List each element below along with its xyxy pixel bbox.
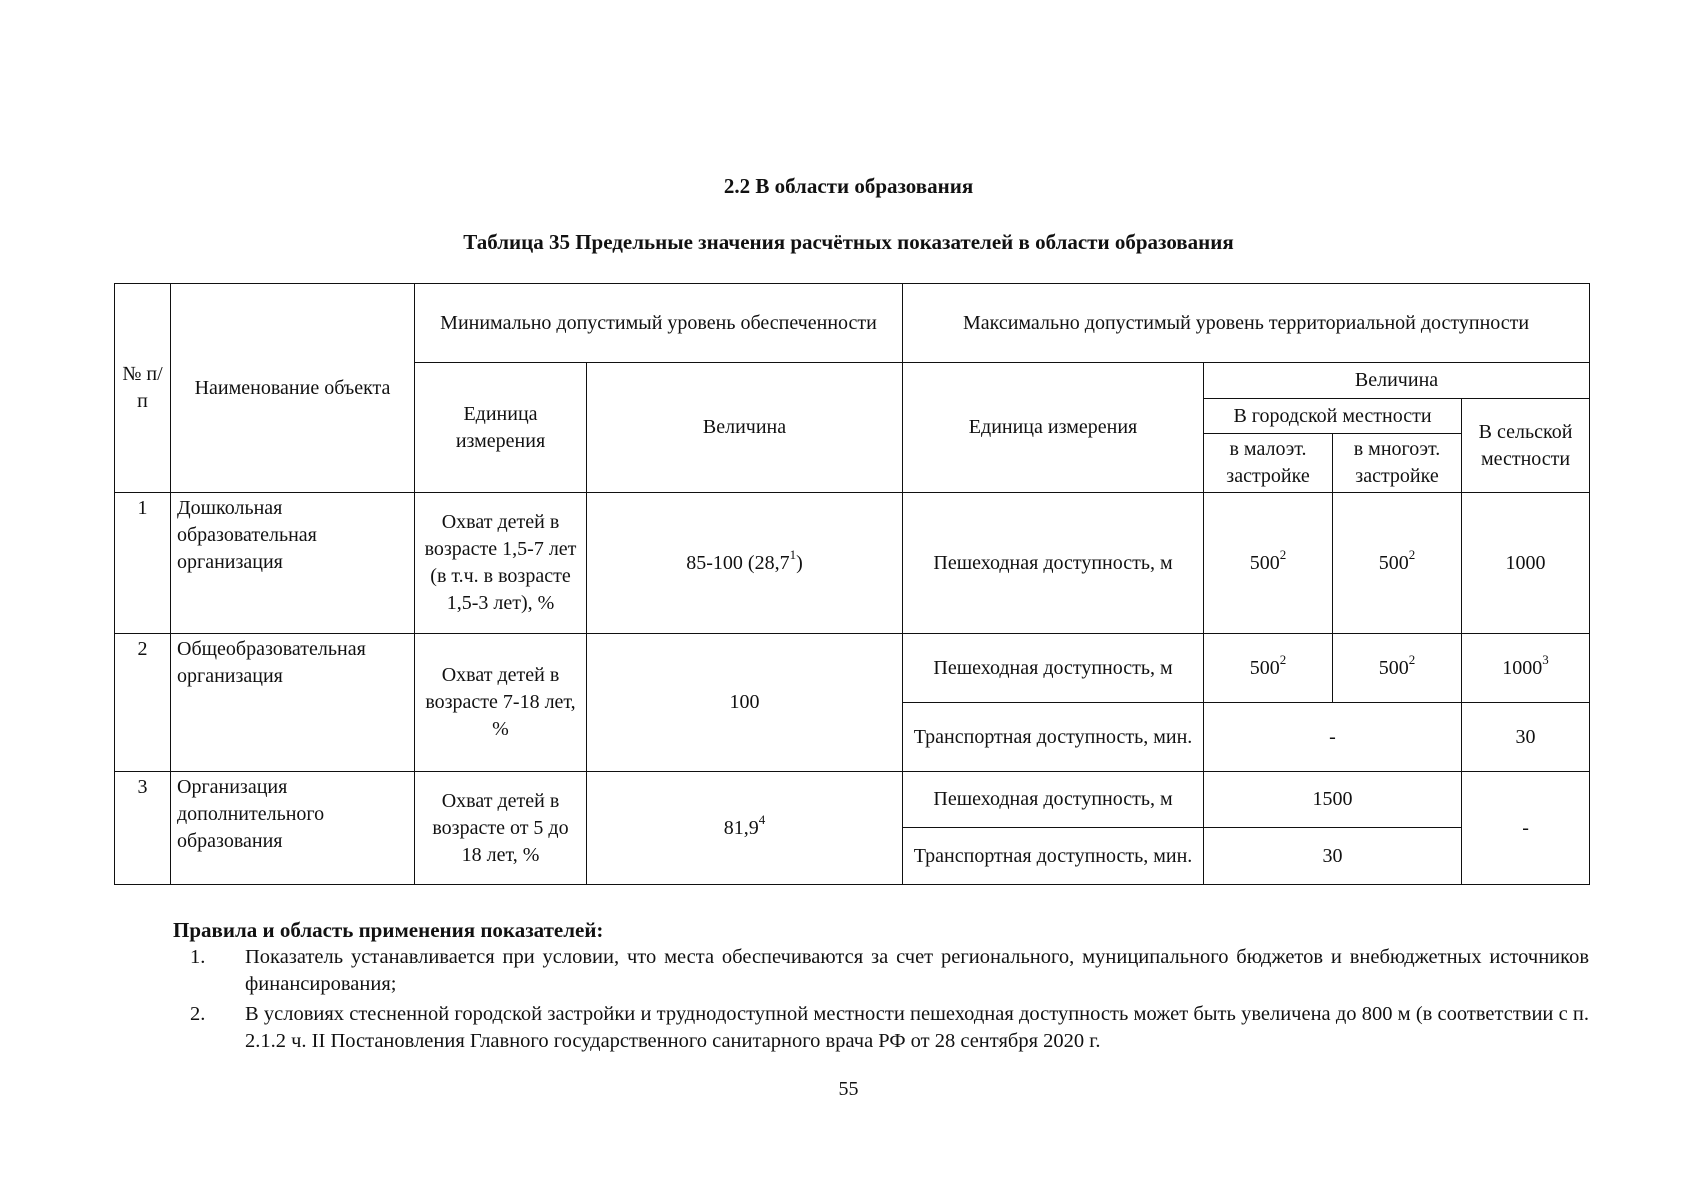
row-transport-unit: Транспортная доступность, мин.: [903, 828, 1204, 885]
row-name: Общеобразовательная организация: [171, 634, 415, 772]
header-min-unit: Единица измерения: [415, 363, 587, 493]
row-walk-rural: 1000$^3$: [1462, 634, 1590, 703]
table-row: [115, 634, 1590, 703]
row-name: Организация дополнительного образования: [171, 772, 415, 885]
list-item-number: 1.: [190, 946, 206, 968]
list-item-number: 2.: [190, 1003, 206, 1025]
header-row: [115, 284, 1590, 363]
list-item: [173, 944, 1589, 998]
header-max-group: Максимально допустимый уровень территориальной доступности: [903, 284, 1590, 363]
header-num: № п/п: [115, 284, 171, 493]
header-max-unit: Единица измерения: [903, 363, 1204, 493]
row-transport-unit: Транспортная доступность, мин.: [903, 703, 1204, 772]
row-walk-multi-storey: $500^2$: [1333, 493, 1462, 634]
header-min-value: Величина: [587, 363, 903, 493]
row-min-unit: Охват детей в возрасте 1,5-7 лет (в т.ч. в возрасте 1,5-3 лет), %: [415, 493, 587, 634]
row-min-value: 100: [587, 634, 903, 772]
row-walk-unit: Пешеходная доступность, м: [903, 634, 1204, 703]
table-row: [115, 772, 1590, 828]
row-num: 3: [115, 772, 171, 885]
rules-list: [173, 944, 1589, 1058]
row-walk-low-rise: $500^2$: [1204, 493, 1333, 634]
row-transport-urban: -: [1204, 703, 1462, 772]
norms-table: [114, 283, 1590, 885]
header-urban: В городской местности: [1204, 399, 1462, 434]
row-min-unit: Охват детей в возрасте 7-18 лет, %: [415, 634, 587, 772]
row-walk-multi-storey: $500^2$: [1333, 634, 1462, 703]
row-num: 1: [115, 493, 171, 634]
header-rural: В сельской местности: [1462, 399, 1590, 493]
rules-title: Правила и область применения показателей:: [173, 918, 604, 942]
list-item: [173, 1001, 1589, 1055]
row-min-unit: Охват детей в возрасте от 5 до 18 лет, %: [415, 772, 587, 885]
row-rural: -: [1462, 772, 1590, 885]
row-min-value: 85-100 (28,7$^1$): [587, 493, 903, 634]
row-num: 2: [115, 634, 171, 772]
row-min-value: 81,9$^4$: [587, 772, 903, 885]
row-walk-unit: Пешеходная доступность, м: [903, 772, 1204, 828]
table-caption: Таблица 35 Предельные значения расчётных показателей в области образования: [463, 230, 1234, 254]
header-multi-storey: в многоэт. застройке: [1333, 434, 1462, 493]
header-max-value: Величина: [1204, 363, 1590, 399]
section-title: 2.2 В области образования: [723, 174, 974, 198]
row-walk-rural: 1000: [1462, 493, 1590, 634]
header-min-group: Минимально допустимый уровень обеспеченности: [415, 284, 903, 363]
page-number: 55: [838, 1078, 859, 1100]
row-name: Дошкольная образовательная организация: [171, 493, 415, 634]
table-row: [115, 493, 1590, 634]
row-walk-urban: 1500: [1204, 772, 1462, 828]
list-item-text: Показатель устанавливается при условии, что места обеспечиваются за счет регионального, муниципального бюджетов и внебюджетных источников финансирования;: [245, 946, 1589, 995]
header-name: Наименование объекта: [171, 284, 415, 493]
header-low-rise: в малоэт. застройке: [1204, 434, 1333, 493]
row-transport-urban: 30: [1204, 828, 1462, 885]
row-transport-rural: 30: [1462, 703, 1590, 772]
row-walk-unit: Пешеходная доступность, м: [903, 493, 1204, 634]
row-walk-low-rise: $500^2$: [1204, 634, 1333, 703]
list-item-text: В условиях стесненной городской застройки и труднодоступной местности пешеходная доступность может быть увеличена до 800 м (в соответствии с п. 2.1.2 ч. II Постановления Главного государственного санитарного врача РФ от 28 сентября 2020 г.: [245, 1003, 1589, 1052]
